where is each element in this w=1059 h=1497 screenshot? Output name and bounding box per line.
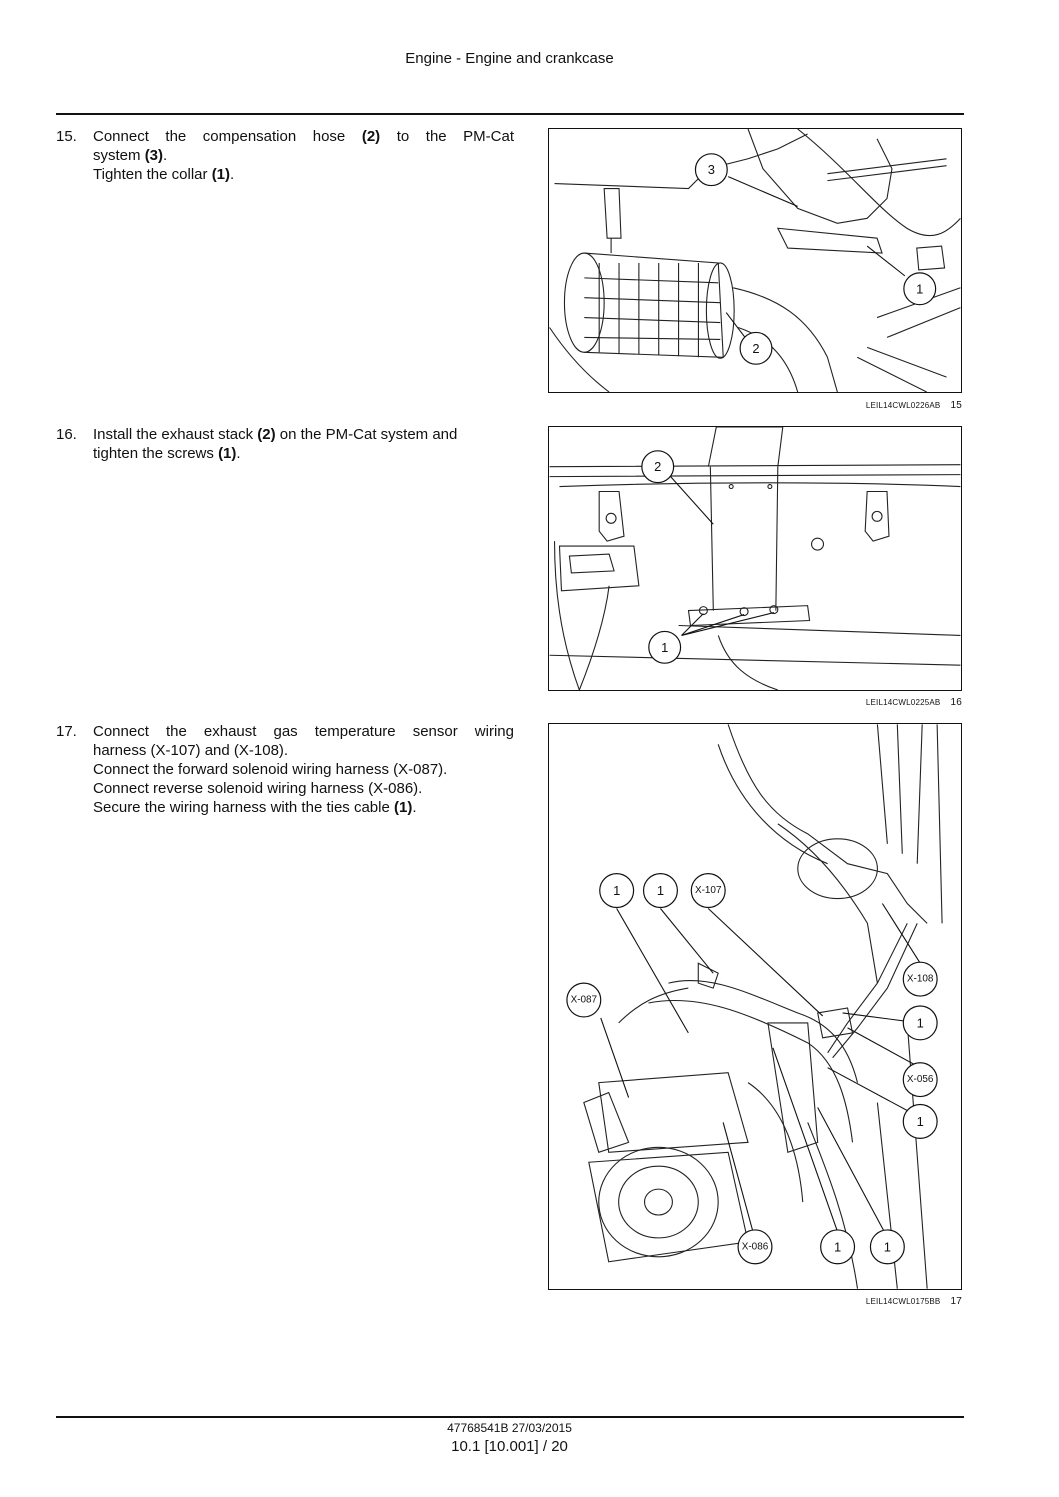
step-line: tighten the screws (1). [93,445,241,462]
svg-text:1: 1 [916,281,924,297]
svg-text:X-086: X-086 [741,1241,769,1253]
svg-text:1: 1 [613,883,621,899]
step-line: Tighten the collar (1). [93,166,235,183]
figure-17-illustration [548,723,962,1290]
reference-number: (3) [144,147,164,164]
step-text [93,127,514,184]
callout-1 [600,874,634,908]
reference-number: (2) [257,426,276,443]
step-15 [56,127,514,184]
reference-number: (1) [218,445,237,462]
reference-number: (1) [394,799,413,816]
figure-15-caption [548,400,962,411]
svg-text:1: 1 [916,1113,924,1129]
step-16 [56,425,514,463]
callout-x-108 [903,962,937,996]
callout-2 [642,451,674,483]
exhaust-stack-drawing [549,427,961,690]
svg-text:2: 2 [752,340,760,356]
step-line: Connect the exhaust gas temperature sensor wiring [93,723,514,740]
svg-text:X-107: X-107 [694,885,722,897]
callout-x-056 [903,1063,937,1097]
callout-1 [904,273,936,305]
svg-text:1: 1 [883,1239,891,1255]
callout-x-086 [738,1230,772,1264]
footer-document-code: 47768541B 27/03/2015 [447,1421,572,1435]
callout-1 [903,1105,937,1139]
svg-text:1: 1 [656,883,665,899]
footer-divider [56,1416,964,1418]
figure-code: LEIL14CWL0225AB [865,698,941,707]
step-line: harness (X-107) and (X-108). [93,742,289,759]
figure-code: LEIL14CWL0175BB [865,1297,941,1306]
footer-page-number: 10.1 [10.001] / 20 [451,1438,568,1455]
page-header-title: Engine - Engine and crankcase [405,50,614,67]
step-number: 17. [56,723,77,740]
callout-3 [695,154,727,186]
figure-number: 17 [950,1296,962,1307]
figure-number: 15 [950,400,962,411]
svg-text:1: 1 [916,1015,924,1031]
svg-text:1: 1 [661,639,669,655]
step-text [93,425,514,463]
reference-number: (1) [211,166,231,183]
wiring-harness-drawing [549,724,961,1289]
svg-text:X-056: X-056 [906,1074,934,1086]
step-number: 15. [56,128,77,145]
figure-17-caption [548,1296,962,1307]
step-line: Connect the forward solenoid wiring harness (X-087). [93,761,448,778]
callout-x-087 [567,983,601,1017]
callout-1 [644,874,678,908]
callout-x-107 [691,874,725,908]
reference-number: (2) [361,128,381,145]
callout-1 [870,1230,904,1264]
step-line: Connect the compensation hose (2) to the PM-Cat [93,128,515,145]
step-line: Install the exhaust stack (2) on the PM-Cat system and [93,426,458,443]
figure-16-caption [548,697,962,708]
step-line: system (3). [93,147,168,164]
svg-text:2: 2 [654,459,662,475]
header-divider [56,113,964,115]
step-text [93,722,514,817]
step-number: 16. [56,426,77,443]
svg-text:1: 1 [834,1239,842,1255]
step-17 [56,722,514,817]
svg-text:3: 3 [707,162,715,178]
svg-text:X-087: X-087 [570,994,598,1006]
figure-number: 16 [950,697,962,708]
figure-16-illustration [548,426,962,691]
step-line: Secure the wiring harness with the ties cable (1). [93,799,417,816]
callout-1 [903,1006,937,1040]
callout-1 [649,631,681,663]
callout-1 [821,1230,855,1264]
step-line: Connect reverse solenoid wiring harness (X-086). [93,780,423,797]
exhaust-hose-drawing [549,129,961,392]
figure-15-illustration [548,128,962,393]
callout-2 [740,332,772,364]
svg-text:X-108: X-108 [906,973,934,985]
figure-code: LEIL14CWL0226AB [865,401,941,410]
